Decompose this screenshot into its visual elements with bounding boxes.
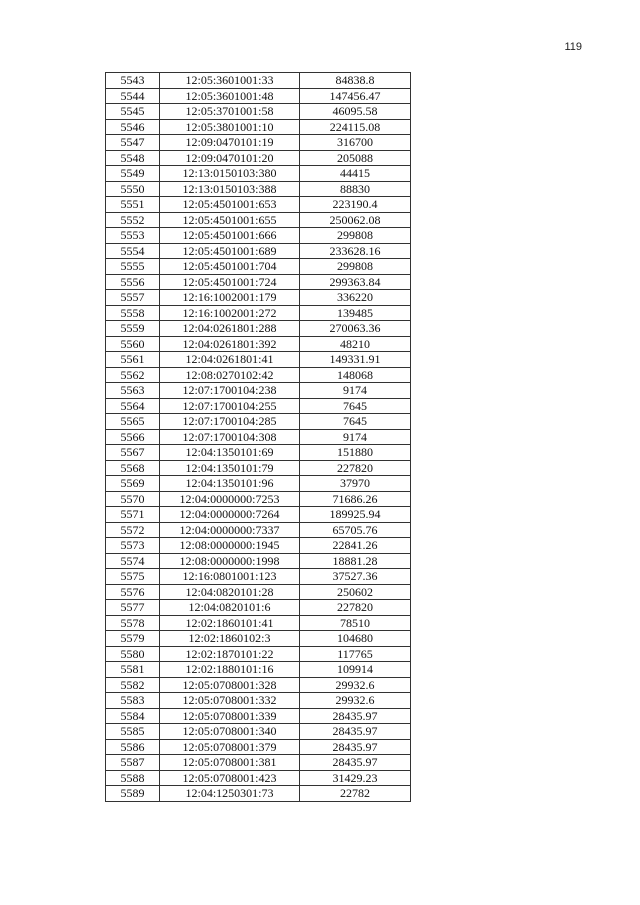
row-number-cell: 5549 — [106, 166, 160, 182]
table-row — [106, 321, 411, 337]
amount-cell: 22841.26 — [300, 538, 411, 554]
cadastral-number-cell: 12:05:0708001:328 — [160, 677, 300, 693]
amount-cell: 22782 — [300, 786, 411, 802]
row-number-cell: 5578 — [106, 615, 160, 631]
row-number-cell: 5554 — [106, 243, 160, 259]
cadastral-number-cell: 12:08:0000000:1945 — [160, 538, 300, 554]
row-number-cell: 5573 — [106, 538, 160, 554]
table-row — [106, 352, 411, 368]
cadastral-number-cell: 12:05:0708001:423 — [160, 770, 300, 786]
row-number-cell: 5585 — [106, 724, 160, 740]
table-row — [106, 305, 411, 321]
row-number-cell: 5589 — [106, 786, 160, 802]
table-row — [106, 119, 411, 135]
row-number-cell: 5577 — [106, 600, 160, 616]
row-number-cell: 5546 — [106, 119, 160, 135]
amount-cell: 88830 — [300, 181, 411, 197]
row-number-cell: 5588 — [106, 770, 160, 786]
amount-cell: 48210 — [300, 336, 411, 352]
row-number-cell: 5547 — [106, 135, 160, 151]
cadastral-number-cell: 12:05:3601001:33 — [160, 73, 300, 89]
table-row — [106, 429, 411, 445]
amount-cell: 109914 — [300, 662, 411, 678]
row-number-cell: 5565 — [106, 414, 160, 430]
amount-cell: 7645 — [300, 414, 411, 430]
table-row — [106, 708, 411, 724]
row-number-cell: 5545 — [106, 104, 160, 120]
cadastral-number-cell: 12:04:1350101:69 — [160, 445, 300, 461]
table-row — [106, 491, 411, 507]
row-number-cell: 5583 — [106, 693, 160, 709]
row-number-cell: 5575 — [106, 569, 160, 585]
cadastral-number-cell: 12:07:1700104:285 — [160, 414, 300, 430]
row-number-cell: 5544 — [106, 88, 160, 104]
row-number-cell: 5556 — [106, 274, 160, 290]
row-number-cell: 5568 — [106, 460, 160, 476]
table-row — [106, 770, 411, 786]
cadastral-number-cell: 12:08:0270102:42 — [160, 367, 300, 383]
cadastral-number-cell: 12:09:0470101:19 — [160, 135, 300, 151]
row-number-cell: 5563 — [106, 383, 160, 399]
cadastral-number-cell: 12:05:0708001:339 — [160, 708, 300, 724]
amount-cell: 336220 — [300, 290, 411, 306]
cadastral-number-cell: 12:04:1350101:79 — [160, 460, 300, 476]
row-number-cell: 5551 — [106, 197, 160, 213]
cadastral-number-cell: 12:05:0708001:381 — [160, 755, 300, 771]
table-row — [106, 739, 411, 755]
table-row — [106, 553, 411, 569]
table-row — [106, 662, 411, 678]
amount-cell: 78510 — [300, 615, 411, 631]
table-row — [106, 336, 411, 352]
table-row — [106, 290, 411, 306]
amount-cell: 316700 — [300, 135, 411, 151]
amount-cell: 149331.91 — [300, 352, 411, 368]
cadastral-number-cell: 12:02:1870101:22 — [160, 646, 300, 662]
amount-cell: 29932.6 — [300, 693, 411, 709]
table-row — [106, 615, 411, 631]
amount-cell: 28435.97 — [300, 708, 411, 724]
amount-cell: 84838.8 — [300, 73, 411, 89]
row-number-cell: 5572 — [106, 522, 160, 538]
table-row — [106, 274, 411, 290]
amount-cell: 18881.28 — [300, 553, 411, 569]
table-row — [106, 398, 411, 414]
amount-cell: 44415 — [300, 166, 411, 182]
amount-cell: 299363.84 — [300, 274, 411, 290]
row-number-cell: 5576 — [106, 584, 160, 600]
table-row — [106, 259, 411, 275]
row-number-cell: 5571 — [106, 507, 160, 523]
table-row — [106, 212, 411, 228]
table-row — [106, 383, 411, 399]
row-number-cell: 5557 — [106, 290, 160, 306]
amount-cell: 151880 — [300, 445, 411, 461]
row-number-cell: 5586 — [106, 739, 160, 755]
row-number-cell: 5553 — [106, 228, 160, 244]
amount-cell: 227820 — [300, 600, 411, 616]
amount-cell: 224115.08 — [300, 119, 411, 135]
table-row — [106, 786, 411, 802]
cadastral-number-cell: 12:02:1880101:16 — [160, 662, 300, 678]
row-number-cell: 5579 — [106, 631, 160, 647]
row-number-cell: 5562 — [106, 367, 160, 383]
row-number-cell: 5548 — [106, 150, 160, 166]
cadastral-number-cell: 12:04:0261801:392 — [160, 336, 300, 352]
amount-cell: 189925.94 — [300, 507, 411, 523]
table-row — [106, 88, 411, 104]
amount-cell: 37527.36 — [300, 569, 411, 585]
amount-cell: 233628.16 — [300, 243, 411, 259]
row-number-cell: 5555 — [106, 259, 160, 275]
table-row — [106, 166, 411, 182]
cadastral-number-cell: 12:05:3701001:58 — [160, 104, 300, 120]
cadastral-number-cell: 12:04:1350101:96 — [160, 476, 300, 492]
amount-cell: 148068 — [300, 367, 411, 383]
table-row — [106, 507, 411, 523]
amount-cell: 147456.47 — [300, 88, 411, 104]
cadastral-number-cell: 12:04:1250301:73 — [160, 786, 300, 802]
cadastral-number-cell: 12:16:0801001:123 — [160, 569, 300, 585]
table-body — [106, 73, 411, 802]
amount-cell: 29932.6 — [300, 677, 411, 693]
cadastral-number-cell: 12:05:3801001:10 — [160, 119, 300, 135]
amount-cell: 250602 — [300, 584, 411, 600]
row-number-cell: 5569 — [106, 476, 160, 492]
row-number-cell: 5561 — [106, 352, 160, 368]
row-number-cell: 5564 — [106, 398, 160, 414]
cadastral-number-cell: 12:05:3601001:48 — [160, 88, 300, 104]
amount-cell: 205088 — [300, 150, 411, 166]
table-row — [106, 181, 411, 197]
row-number-cell: 5558 — [106, 305, 160, 321]
cadastral-number-cell: 12:02:1860101:41 — [160, 615, 300, 631]
amount-cell: 9174 — [300, 383, 411, 399]
cadastral-number-cell: 12:05:0708001:340 — [160, 724, 300, 740]
cadastral-number-cell: 12:09:0470101:20 — [160, 150, 300, 166]
table-row — [106, 150, 411, 166]
row-number-cell: 5543 — [106, 73, 160, 89]
cadastral-number-cell: 12:05:4501001:724 — [160, 274, 300, 290]
table-row — [106, 476, 411, 492]
row-number-cell: 5580 — [106, 646, 160, 662]
row-number-cell: 5574 — [106, 553, 160, 569]
cadastral-number-cell: 12:08:0000000:1998 — [160, 553, 300, 569]
row-number-cell: 5582 — [106, 677, 160, 693]
cadastral-number-cell: 12:04:0261801:288 — [160, 321, 300, 337]
cadastral-number-cell: 12:05:0708001:379 — [160, 739, 300, 755]
cadastral-number-cell: 12:07:1700104:238 — [160, 383, 300, 399]
cadastral-number-cell: 12:05:0708001:332 — [160, 693, 300, 709]
row-number-cell: 5560 — [106, 336, 160, 352]
table-row — [106, 538, 411, 554]
row-number-cell: 5552 — [106, 212, 160, 228]
cadastral-number-cell: 12:04:0820101:6 — [160, 600, 300, 616]
amount-cell: 104680 — [300, 631, 411, 647]
row-number-cell: 5566 — [106, 429, 160, 445]
cadastral-number-cell: 12:05:4501001:653 — [160, 197, 300, 213]
row-number-cell: 5550 — [106, 181, 160, 197]
cadastral-number-cell: 12:07:1700104:255 — [160, 398, 300, 414]
cadastral-number-cell: 12:04:0000000:7253 — [160, 491, 300, 507]
amount-cell: 31429.23 — [300, 770, 411, 786]
row-number-cell: 5587 — [106, 755, 160, 771]
table-row — [106, 584, 411, 600]
amount-cell: 37970 — [300, 476, 411, 492]
data-table — [105, 72, 411, 802]
table-row — [106, 522, 411, 538]
cadastral-number-cell: 12:04:0000000:7264 — [160, 507, 300, 523]
cadastral-number-cell: 12:07:1700104:308 — [160, 429, 300, 445]
cadastral-number-cell: 12:16:1002001:272 — [160, 305, 300, 321]
cadastral-number-cell: 12:02:1860102:3 — [160, 631, 300, 647]
table-row — [106, 73, 411, 89]
cadastral-number-cell: 12:16:1002001:179 — [160, 290, 300, 306]
amount-cell: 270063.36 — [300, 321, 411, 337]
table-row — [106, 693, 411, 709]
cadastral-number-cell: 12:05:4501001:655 — [160, 212, 300, 228]
table-row — [106, 646, 411, 662]
amount-cell: 139485 — [300, 305, 411, 321]
table-row — [106, 135, 411, 151]
amount-cell: 223190.4 — [300, 197, 411, 213]
cadastral-number-cell: 12:05:4501001:704 — [160, 259, 300, 275]
table-row — [106, 724, 411, 740]
amount-cell: 65705.76 — [300, 522, 411, 538]
table-row — [106, 414, 411, 430]
row-number-cell: 5581 — [106, 662, 160, 678]
table-row — [106, 755, 411, 771]
amount-cell: 117765 — [300, 646, 411, 662]
cadastral-number-cell: 12:04:0820101:28 — [160, 584, 300, 600]
row-number-cell: 5570 — [106, 491, 160, 507]
cadastral-number-cell: 12:05:4501001:666 — [160, 228, 300, 244]
table-row — [106, 243, 411, 259]
amount-cell: 46095.58 — [300, 104, 411, 120]
row-number-cell: 5567 — [106, 445, 160, 461]
table-row — [106, 445, 411, 461]
cadastral-number-cell: 12:04:0000000:7337 — [160, 522, 300, 538]
amount-cell: 227820 — [300, 460, 411, 476]
table-row — [106, 228, 411, 244]
cadastral-number-cell: 12:04:0261801:41 — [160, 352, 300, 368]
table-row — [106, 677, 411, 693]
amount-cell: 250062.08 — [300, 212, 411, 228]
cadastral-number-cell: 12:05:4501001:689 — [160, 243, 300, 259]
amount-cell: 28435.97 — [300, 724, 411, 740]
table-row — [106, 460, 411, 476]
amount-cell: 9174 — [300, 429, 411, 445]
amount-cell: 299808 — [300, 259, 411, 275]
table-row — [106, 569, 411, 585]
amount-cell: 28435.97 — [300, 755, 411, 771]
cadastral-number-cell: 12:13:0150103:388 — [160, 181, 300, 197]
table-row — [106, 104, 411, 120]
row-number-cell: 5559 — [106, 321, 160, 337]
table-row — [106, 367, 411, 383]
row-number-cell: 5584 — [106, 708, 160, 724]
amount-cell: 28435.97 — [300, 739, 411, 755]
amount-cell: 7645 — [300, 398, 411, 414]
amount-cell: 71686.26 — [300, 491, 411, 507]
table-row — [106, 631, 411, 647]
cadastral-number-cell: 12:13:0150103:380 — [160, 166, 300, 182]
amount-cell: 299808 — [300, 228, 411, 244]
table-row — [106, 197, 411, 213]
page-number: 119 — [564, 41, 582, 53]
table-row — [106, 600, 411, 616]
